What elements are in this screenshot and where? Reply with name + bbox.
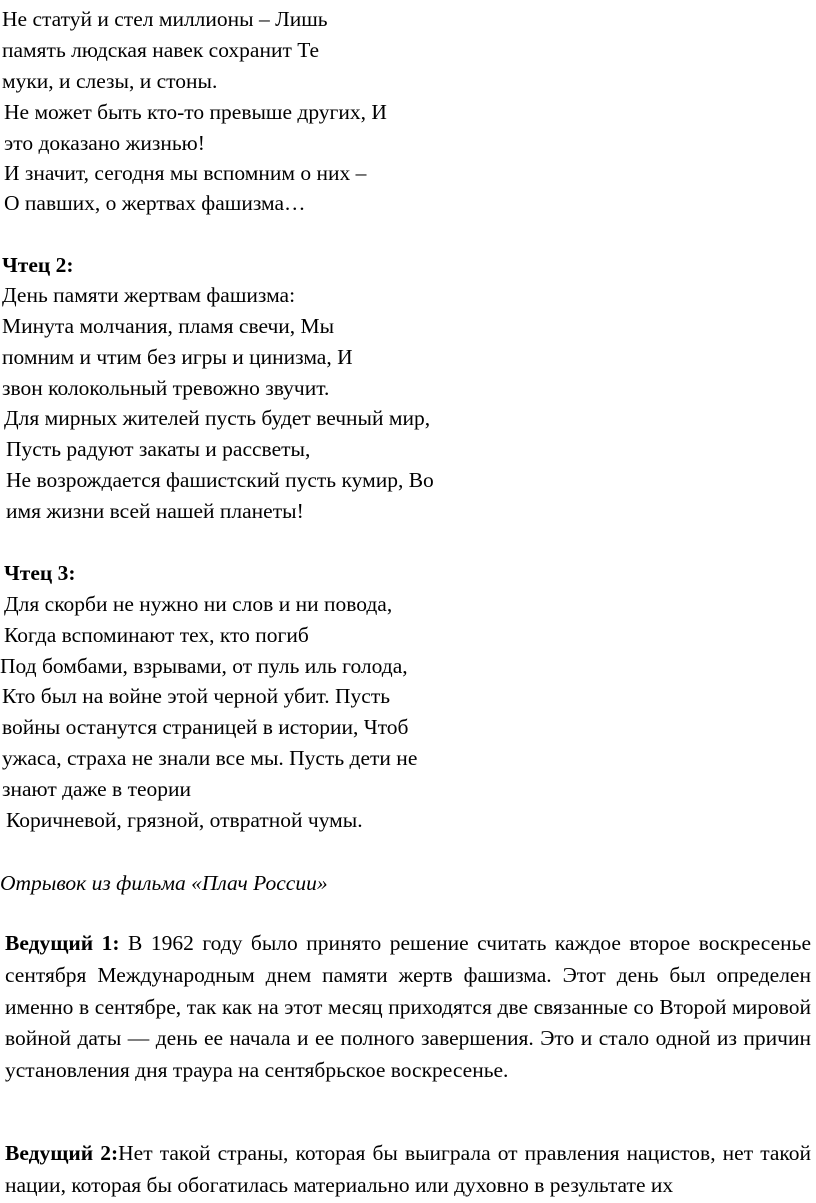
host-1-text: В 1962 году было принято решение считать каждое второе воскресенье сентября Международным днем памяти жертв фашизма. Этот день был определен именно в сентябре, так как на этот месяц приходятся две связанные со Второй мировой войной даты — день ее начала и ее полного завершения. Это и стало одной из причин установления дня траура на сентябрьское воскресенье. (5, 931, 811, 1083)
poem-line: Когда вспоминают тех, кто погиб (4, 623, 309, 647)
poem-line: И значит, сегодня мы вспомним о них – (4, 161, 367, 185)
poem-line: Для скорби не нужно ни слов и ни повода, (4, 592, 393, 616)
poem-line: Пусть радуют закаты и рассветы, (6, 437, 311, 461)
host-2-paragraph (5, 1138, 811, 1202)
poem-line: День памяти жертвам фашизма: (2, 283, 296, 307)
poem-line: Под бомбами, взрывами, от пуль иль голода, (0, 654, 408, 678)
poem-line: войны останутся страницей в истории, Чтоб (2, 715, 409, 739)
poem-line: знают даже в теории (2, 777, 192, 801)
poem-line: Не возрождается фашистский пусть кумир, Во (6, 468, 434, 492)
poem-line: это доказано жизнью! (4, 131, 205, 155)
reader-2-heading: Чтец 2: (2, 253, 74, 277)
poem-line: Не статуй и стел миллионы – Лишь (2, 7, 328, 31)
poem-line: Для мирных жителей пусть будет вечный мир, (4, 406, 431, 430)
host-2-text: Нет такой страны, которая бы выиграла от правления нацистов, нет такой нации, которая бы обогатилась материально или духовно в результате их (5, 1141, 812, 1197)
poem-line: Кто был на войне этой черной убит. Пусть (2, 684, 391, 708)
poem-line: помним и чтим без игры и цинизма, И (2, 345, 353, 369)
film-excerpt-note: Отрывок из фильма «Плач России» (0, 871, 328, 895)
host-2-label: Ведущий 2: (5, 1141, 119, 1165)
poem-line: муки, и слезы, и стоны. (2, 69, 218, 93)
poem-line: Не может быть кто-то превыше других, И (4, 100, 387, 124)
poem-line: Коричневой, грязной, отвратной чумы. (6, 808, 363, 832)
host-1-paragraph (5, 928, 811, 1087)
poem-line: память людская навек сохранит Те (2, 38, 320, 62)
poem-line: Минута молчания, пламя свечи, Мы (2, 314, 335, 338)
host-1-label: Ведущий 1: (5, 931, 120, 955)
reader-3-heading: Чтец 3: (4, 561, 76, 585)
poem-line: О павших, о жертвах фашизма… (4, 191, 306, 215)
poem-line: имя жизни всей нашей планеты! (6, 499, 304, 523)
poem-line: ужаса, страха не знали все мы. Пусть дети не (2, 746, 418, 770)
poem-line: звон колокольный тревожно звучит. (2, 376, 330, 400)
